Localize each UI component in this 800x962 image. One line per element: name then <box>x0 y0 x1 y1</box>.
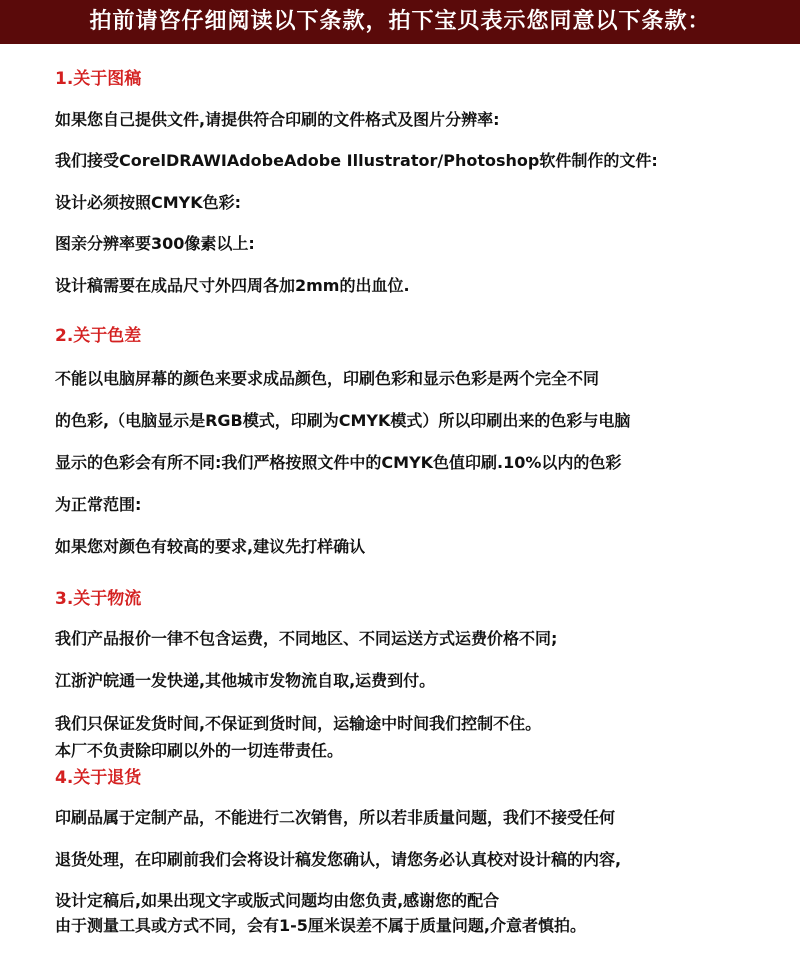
text-line: 设计稿需要在成品尺寸外四周各加2mm的出血位. <box>55 276 410 295</box>
section-heading-color: 2.关于色差 <box>55 326 142 346</box>
text-line: 为正常范围: <box>55 495 142 514</box>
text-line: 我们产品报价一律不包含运费，不同地区、不同运送方式运费价格不同; <box>55 629 558 648</box>
text-line: 由于测量工具或方式不同，会有1-5厘米误差不属于质量问题,介意者慎拍。 <box>55 916 586 935</box>
text-line: 我们只保证发货时间,不保证到货时间，运输途中时间我们控制不住。 <box>55 714 542 733</box>
text-line: 的色彩,（电脑显示是RGB模式，印刷为CMYK模式）所以印刷出来的色彩与电脑 <box>55 411 631 430</box>
text-line: 设计必须按照CMYK色彩: <box>55 193 242 212</box>
text-line: 如果您自己提供文件,请提供符合印刷的文件格式及图片分辨率: <box>55 110 500 129</box>
text-line: 显示的色彩会有所不同:我们严格按照文件中的CMYK色值印刷.10%以内的色彩 <box>55 453 622 472</box>
text-line: 设计定稿后,如果出现文字或版式问题均由您负责,感谢您的配合 <box>55 891 500 910</box>
text-line: 图亲分辨率要300像素以上: <box>55 234 255 253</box>
page-banner: 拍前请咨仔细阅读以下条款，拍下宝贝表示您同意以下条款： <box>0 0 800 44</box>
text-line: 江浙沪皖通一发快递,其他城市发物流自取,运费到付。 <box>55 671 436 690</box>
section-heading-logistics: 3.关于物流 <box>55 589 142 609</box>
section-heading-returns: 4.关于退货 <box>55 768 142 788</box>
text-line: 印刷品属于定制产品，不能进行二次销售，所以若非质量问题，我们不接受任何 <box>55 808 616 827</box>
text-line: 我们接受CorelDRAWIAdobeAdobe Illustrator/Photoshop软件制作的文件: <box>55 151 658 170</box>
text-line: 退货处理，在印刷前我们会将设计稿发您确认，请您务必认真校对设计稿的内容, <box>55 850 622 869</box>
section-heading-artwork: 1.关于图稿 <box>55 69 142 89</box>
text-line: 不能以电脑屏幕的颜色来要求成品颜色，印刷色彩和显示色彩是两个完全不同 <box>55 369 600 388</box>
text-line: 本厂不负责除印刷以外的一切连带责任。 <box>55 741 344 760</box>
text-line: 如果您对颜色有较高的要求,建议先打样确认 <box>55 537 366 556</box>
